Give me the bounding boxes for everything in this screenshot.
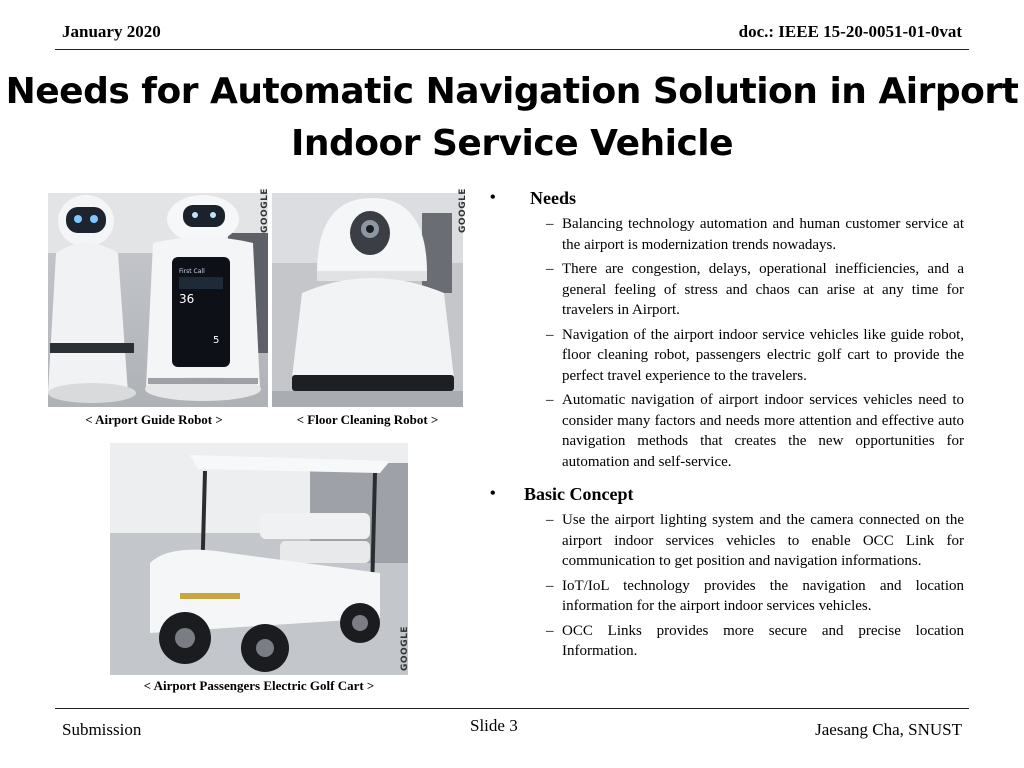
golf-cart-watermark: GOOGLE xyxy=(400,626,410,671)
slide-title-line-1: Needs for Automatic Navigation Solution in Airport xyxy=(5,71,1019,112)
cleaning-robot-photo xyxy=(272,188,468,407)
bullet-dot: • xyxy=(490,189,496,206)
header-rule xyxy=(55,49,969,50)
cleaning-robot-watermark: GOOGLE xyxy=(458,188,468,233)
slide-title-line-2: Indoor Service Vehicle xyxy=(290,123,734,164)
bullet-dot: • xyxy=(490,485,496,502)
needs-item-text: Navigation of the airport indoor service vehicles like guide robot, floor cleaning robot, passengers electric golf cart to provide the perfect travel experience to the travelers. xyxy=(562,326,964,384)
needs-item-text: Balancing technology automation and human customer service at the airport is modernization trends nowadays. xyxy=(562,216,964,253)
footer-rule xyxy=(55,708,969,709)
needs-heading-label: Needs xyxy=(530,188,576,208)
concept-item: – Use the airport lighting system and the camera connected on the airport indoor services vehicles to enable OCC Link for communication to get position and navigation informations. xyxy=(546,512,964,569)
header-doc-id: doc.: IEEE 15-20-0051-01-0vat xyxy=(738,22,962,41)
guide-robot-watermark: GOOGLE xyxy=(260,188,270,233)
footer-author: Jaesang Cha, SNUST xyxy=(815,720,962,739)
concept-item: – IoT/IoL technology provides the navigation and location information for the airport indoor services vehicles. xyxy=(546,577,964,614)
needs-heading xyxy=(490,186,964,210)
needs-item: – There are congestion, delays, operational inefficiencies, and a general feeling of stress and chaos can arise at any time for travelers in Airport. xyxy=(546,261,964,318)
robot-screen-gate: 36 xyxy=(179,292,195,306)
robot-screen-first-call: First Call xyxy=(179,268,205,275)
footer-submission: Submission xyxy=(62,720,142,739)
guide-robot-photo xyxy=(48,188,270,407)
cleaning-robot-illustration xyxy=(272,193,463,407)
guide-robot-caption: < Airport Guide Robot > xyxy=(85,412,223,427)
needs-item: – Navigation of the airport indoor service vehicles like guide robot, floor cleaning robot, passengers electric golf cart to provide the perfect travel experience to the travelers. xyxy=(546,326,964,384)
basic-concept-heading-label: Basic Concept xyxy=(524,484,634,504)
cleaning-robot-caption: < Floor Cleaning Robot > xyxy=(296,412,439,427)
concept-item: – OCC Links provides more secure and precise location Information. xyxy=(546,622,964,659)
needs-item-text: Automatic navigation of airport indoor services vehicles need to consider many factors and needs more attention and effective auto navigation methods that creates the new opportunities for automation and self-service. xyxy=(562,392,964,470)
needs-item: – Balancing technology automation and human customer service at the airport is modernization trends nowadays. xyxy=(546,216,964,253)
header-date: January 2020 xyxy=(62,22,161,41)
golf-cart-illustration xyxy=(110,443,408,675)
robot-screen-time: 5 xyxy=(213,335,220,346)
needs-item: – Automatic navigation of airport indoor services vehicles need to consider many factors and needs more attention and effective auto navigation methods that creates the new opportunities for automation and self-service. xyxy=(546,392,964,470)
golf-cart-caption: < Airport Passengers Electric Golf Cart > xyxy=(143,678,375,693)
needs-item-text: There are congestion, delays, operational inefficiencies, and a general feeling of stress and chaos can arise at any time for travelers in Airport. xyxy=(562,261,964,318)
concept-item-text: OCC Links provides more secure and precise location Information. xyxy=(562,622,964,659)
guide-robot-illustration xyxy=(48,193,268,407)
concept-item-text: IoT/IoL technology provides the navigation and location information for the airport indoor services vehicles. xyxy=(562,577,964,614)
concept-item-text: Use the airport lighting system and the camera connected on the airport indoor services vehicles to enable OCC Link for communication to get position and navigation informations. xyxy=(562,512,964,569)
golf-cart-photo xyxy=(110,443,408,675)
slide-number: Slide 3 xyxy=(470,716,518,735)
bullet-list xyxy=(490,186,964,662)
basic-concept-heading xyxy=(490,482,964,506)
slide-title xyxy=(0,66,1024,170)
